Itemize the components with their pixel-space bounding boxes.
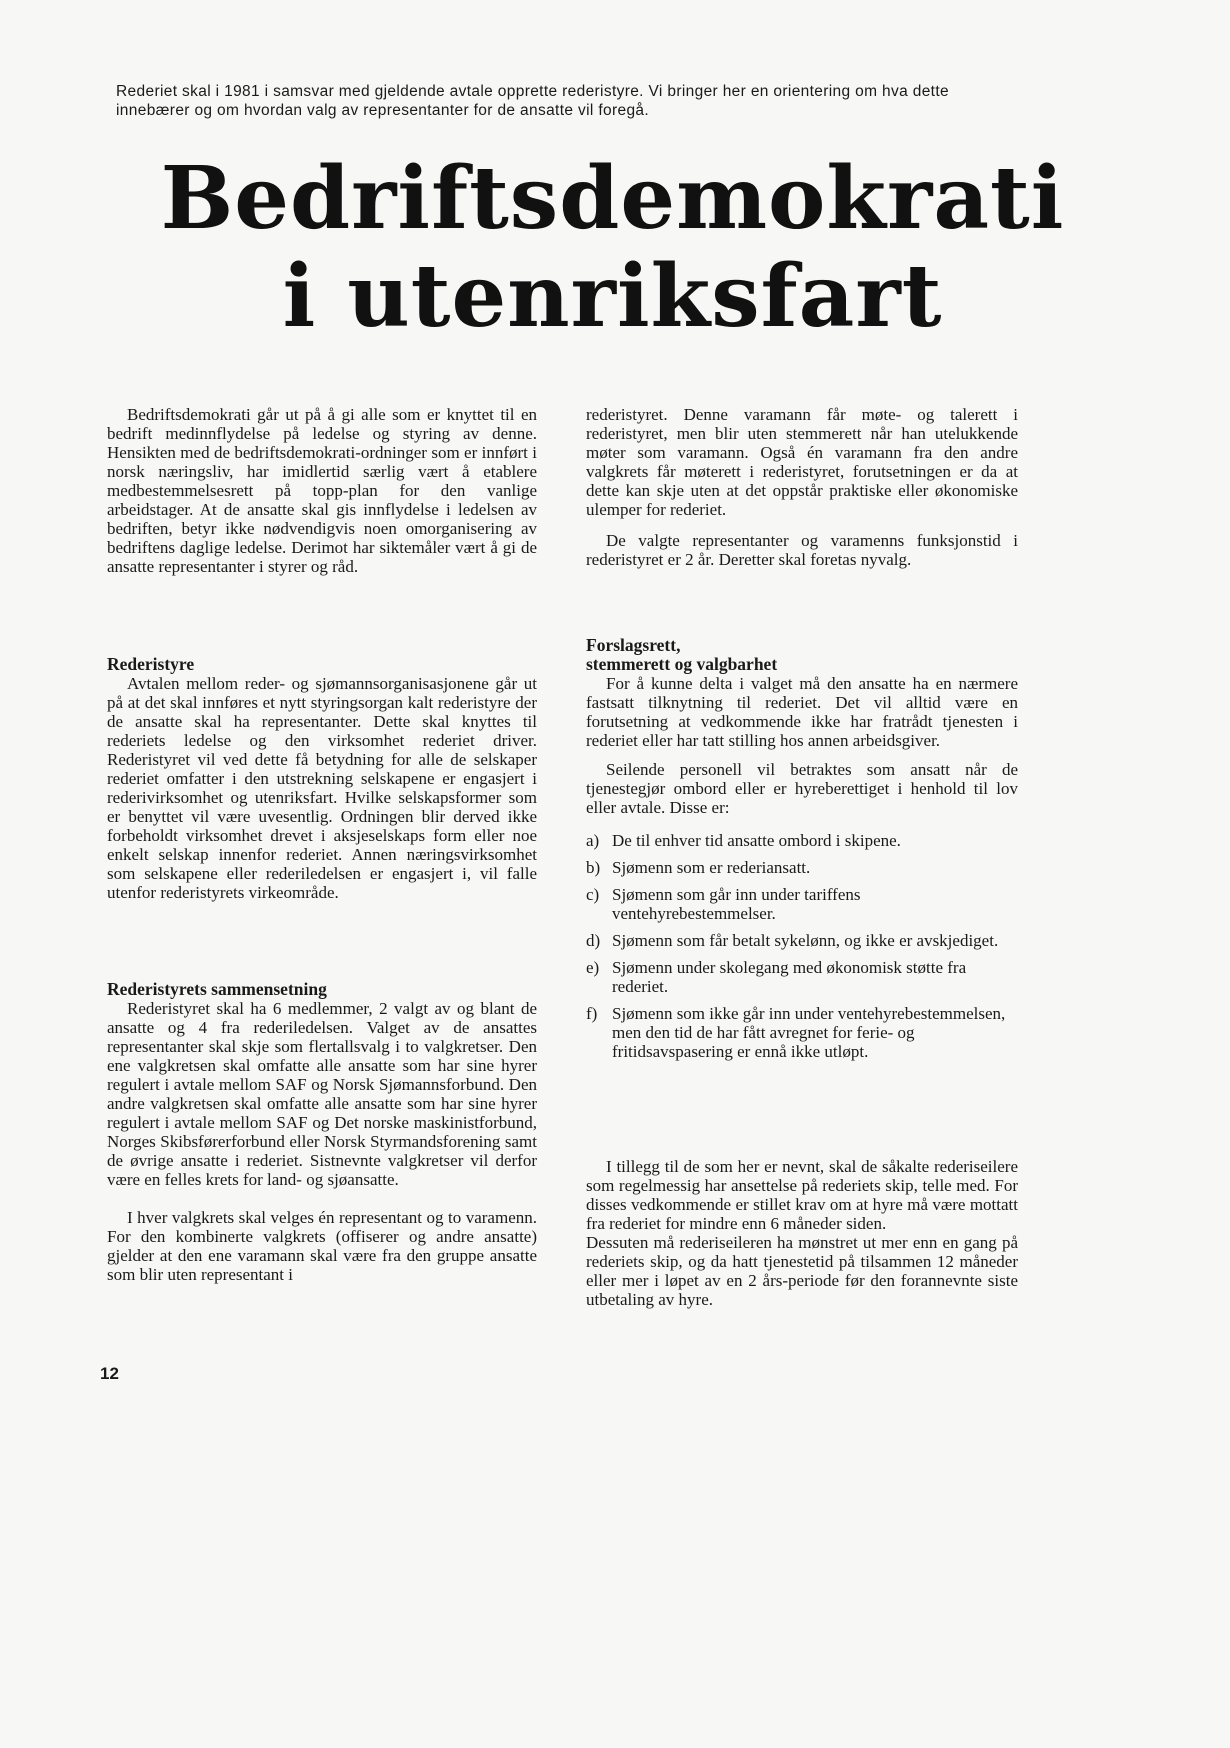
section-heading-forslagsrett-1: Forslagsrett,	[586, 635, 681, 655]
title-line-1: Bedriftsdemokrati	[160, 148, 1065, 249]
section-rederistyre	[107, 655, 537, 902]
list-item	[586, 958, 1018, 996]
list-item-label: e)	[586, 958, 600, 977]
list-item-text: Sjømenn som er rederiansatt.	[612, 858, 811, 877]
section-heading-rederistyre: Rederistyre	[107, 654, 195, 674]
title-line-2: i utenriksfart	[282, 246, 943, 347]
list-item-text: Sjømenn som ikke går inn under ventehyrebestemmelsen, men den tid de har fått avregnet for ferie- og fritidsavspasering er ennå ikke utløpt.	[612, 1004, 1006, 1061]
section-sammensetning	[107, 980, 537, 1284]
section-text-forslagsrett-2: Seilende personell vil betraktes som ansatt når de tjenestegjør ombord eller er hyreberettiget i henhold til lov eller avtale. Disse er:	[586, 760, 1018, 817]
section-heading-sammensetning: Rederistyrets sammensetning	[107, 979, 327, 999]
list-item-text: Sjømenn som får betalt sykelønn, og ikke er avskjediget.	[612, 931, 999, 950]
eligibility-list	[586, 831, 1018, 1061]
section-heading-forslagsrett-2: stemmerett og valgbarhet	[586, 654, 778, 674]
list-item-label: c)	[586, 885, 600, 904]
list-item	[586, 831, 1018, 850]
list-item-label: a)	[586, 831, 600, 850]
section-text-forslagsrett-4: Dessuten må rederiseileren ha mønstret ut mer enn en gang på rederiets skip, og da hatt tjenestetid på tilsammen 12 måneder eller mer i løpet av en 2 års-periode før den forannevnte siste utbetaling av hyre.	[586, 1233, 1018, 1309]
right-column-bottom	[586, 1157, 1018, 1309]
list-item-text: Sjømenn som går inn under tariffens ventehyrebestemmelser.	[612, 885, 861, 923]
left-column	[107, 405, 537, 576]
term-paragraph: De valgte representanter og varamenns funksjonstid i rederistyret er 2 år. Deretter skal foretas nyvalg.	[586, 531, 1018, 569]
right-column-top	[586, 405, 1018, 569]
list-item-label: f)	[586, 1004, 598, 1023]
list-item	[586, 1004, 1018, 1061]
intro-text: Rederiet skal i 1981 i samsvar med gjeldende avtale opprette rederistyre. Vi bringer her en orientering om hva dette innebærer og om hvordan valg av representanter for de ansatte vil foregå.	[116, 83, 949, 119]
list-item-text: Sjømenn under skolegang med økonomisk støtte fra rederiet.	[612, 958, 967, 996]
list-item	[586, 858, 1018, 877]
section-text-sammensetning-2: I hver valgkrets skal velges én representant og to varamenn. For den kombinerte valgkrets (offiserer og andre ansatte) gjelder at den ene varamann skal være fra den gruppe ansatte som blir uten representant i	[107, 1208, 537, 1284]
section-text-rederistyre: Avtalen mellom reder- og sjømannsorganisasjonene går ut på at det skal innføres et nytt styringsorgan kalt rederistyre der de ansatte skal ha representanter. Dette skal knyttes til rederiets ledelse og den virksomhet rederiet driver. Rederistyret vil ved dette få betydning for alle de selskaper rederiet omfatter i den utstrekning selskapene er engasjert i rederivirksomhet og utenriksfart. Hvilke selskapsformer som er benyttet vil være uvesentlig. Ordningen blir derved ikke forbeholdt virksomhet drevet i aksjeselskaps form eller noe enkelt selskap innenfor rederiet. Annen næringsvirksomhet som selskapene eller rederiledelsen er engasjert i, vil falle utenfor rederistyrets virkeområde.	[107, 674, 537, 902]
section-text-forslagsrett-3: I tillegg til de som her er nevnt, skal de såkalte rederiseilere som regelmessig har ansettelse på rederiets skip, telle med. For disses vedkommende er stillet krav om at hyre må være mottatt fra rederiet for mindre enn 6 måneder siden.	[586, 1157, 1018, 1233]
list-item-label: b)	[586, 858, 601, 877]
list-item-label: d)	[586, 931, 601, 950]
lead-continued: rederistyret. Denne varamann får møte- og talerett i rederistyret, men blir uten stemmerett når han utelukkende møter som varamann. Også én varamann fra den andre valgkrets får møterett i rederistyret, forutsetningen er da at dette kan skje uten at det oppstår praktiske eller økonomiske ulemper for rederiet.	[586, 405, 1018, 519]
lead-paragraph: Bedriftsdemokrati går ut på å gi alle som er knyttet til en bedrift medinnflydelse på ledelse og styring av denne. Hensikten med de bedriftsdemokrati-ordninger som er innført i norsk næringsliv, har imidlertid særlig vært å etablere medbestemmelsesrett på topp-plan for den vanlige arbeidstager. At de ansatte skal gis innflydelse i ledelsen av bedriften, betyr ikke nødvendigvis noen omorganisering av bedriftens daglige ledelse. Derimot har siktemåler vært å gi de ansatte representanter i styrer og råd.	[107, 405, 537, 576]
list-item-text: De til enhver tid ansatte ombord i skipene.	[612, 831, 901, 850]
list-item	[586, 885, 1018, 923]
section-forslagsrett	[586, 636, 1018, 1061]
page-number: 12	[100, 1364, 119, 1383]
section-text-forslagsrett-1: For å kunne delta i valget må den ansatte ha en nærmere fastsatt tilknytning til rederiet. Det vil alltid være en forutsetning at vedkommende ikke har fratrådt tjenesten i rederiet eller har tatt stilling hos annen arbeidsgiver.	[586, 674, 1018, 750]
list-item	[586, 931, 1018, 950]
article-title	[120, 150, 1105, 346]
section-text-sammensetning: Rederistyret skal ha 6 medlemmer, 2 valgt av og blant de ansatte og 4 fra rederiledelsen. Valget av de ansattes representanter skal skje som flertallsvalg i to valgkretser. Den ene valgkretsen skal omfatte alle ansatte som har sine hyrer regulert i avtale mellom SAF og Norsk Sjømannsforbund. Den andre valgkretsen skal omfatte alle ansatte som har sine hyrer regulert i avtale mellom SAF og Det norske maskinistforbund, Norges Skibsførerforbund eller Norsk Styrmandsforening samt de øvrige ansatte i rederiet. Sistnevnte valgkretser vil derfor være en felles krets for land- og sjøansatte.	[107, 999, 537, 1189]
